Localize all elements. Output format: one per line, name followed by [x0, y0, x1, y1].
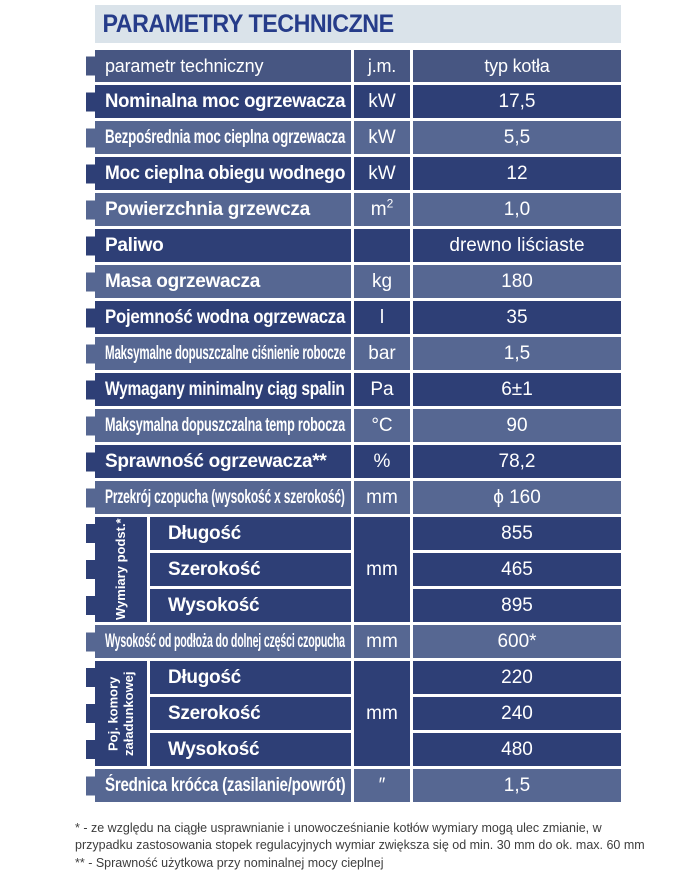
group-label-cell: Wymiary podst.*: [95, 517, 147, 622]
value-cell: [413, 157, 621, 190]
footnotes: [75, 820, 660, 872]
unit-cell: [354, 517, 410, 622]
value-cell: [413, 265, 621, 298]
unit-cell: [354, 193, 410, 226]
param-label: Sprawność ogrzewacza**: [105, 450, 327, 472]
unit-cell: [354, 301, 410, 334]
value-cell: [413, 85, 621, 118]
unit-text: °C: [371, 414, 393, 436]
unit-text: mm: [366, 558, 398, 580]
value-text: 1,0: [503, 198, 531, 220]
param-cell: [95, 481, 351, 514]
param-label: Maksymalna dopuszczalna temp robocza: [105, 414, 345, 436]
param-cell: [95, 121, 351, 154]
table-row: [95, 373, 621, 406]
table-row: [95, 85, 621, 118]
param-label: Powierzchnia grzewcza: [105, 198, 310, 220]
table-row: [95, 229, 621, 262]
param-cell: [150, 553, 351, 586]
unit-text: l: [379, 306, 385, 328]
row-tab: [86, 272, 95, 291]
unit-text: kg: [371, 270, 393, 292]
param-cell: [95, 337, 351, 370]
row-tab: [86, 488, 95, 507]
value-cell: [413, 121, 621, 154]
param-cell: [95, 301, 351, 334]
value-cell: [413, 373, 621, 406]
table-row: [95, 193, 621, 226]
group-label-cell: Poj. komory załadunkowej: [95, 661, 147, 766]
row-tab: [86, 128, 95, 147]
param-label: Długość: [168, 522, 241, 544]
header-param-cell: [95, 50, 351, 82]
param-label: Wysokość od podłoża do dolnej części czopucha: [105, 630, 345, 652]
table-row: [95, 121, 621, 154]
row-tab: [86, 704, 95, 723]
value-cell: [413, 481, 621, 514]
value-cell: [413, 301, 621, 334]
table-row: [95, 301, 621, 334]
header-value-cell: [413, 50, 621, 82]
param-label: Wysokość: [168, 594, 260, 616]
unit-text: mm: [366, 702, 398, 724]
param-label: Szerokość: [168, 702, 261, 724]
row-tab: [86, 596, 95, 615]
spec-table: [95, 50, 621, 805]
param-cell: [150, 517, 351, 550]
param-label: Bezpośrednia moc cieplna ogrzewacza: [105, 126, 346, 148]
table-row: [95, 409, 621, 442]
param-label: Pojemność wodna ogrzewacza: [105, 306, 346, 328]
value-text: 17,5: [498, 90, 536, 112]
param-cell: [95, 229, 351, 262]
param-cell: [95, 409, 351, 442]
value-cell: [413, 445, 621, 478]
unit-cell: [354, 625, 410, 658]
param-cell: [150, 697, 351, 730]
unit-cell: [354, 769, 410, 802]
row-tab: [86, 308, 95, 327]
value-cell: [413, 337, 621, 370]
table-row: [95, 625, 621, 658]
table-row: [95, 337, 621, 370]
param-cell: [150, 589, 351, 622]
value-cell: [413, 769, 621, 802]
value-text: 35: [506, 306, 528, 328]
param-label: Przekrój czopucha (wysokość x szerokość): [105, 486, 345, 508]
param-cell: [95, 157, 351, 190]
table-row: [95, 769, 621, 802]
table-body: [95, 85, 621, 802]
value-cell: [413, 625, 621, 658]
unit-text: bar: [368, 342, 396, 364]
unit-text: kW: [368, 90, 396, 112]
table-row: [95, 265, 621, 298]
unit-text: mm: [366, 486, 398, 508]
param-label: Długość: [168, 666, 241, 688]
unit-text: Pa: [370, 378, 394, 400]
param-label: Paliwo: [105, 234, 164, 256]
row-tab: [86, 57, 95, 76]
value-text: 6±1: [501, 378, 533, 400]
header-unit-label: j.m.: [367, 55, 397, 76]
value-text: 78,2: [498, 450, 536, 472]
param-label: Masa ogrzewacza: [105, 270, 260, 292]
param-label: Wymagany minimalny ciąg spalin: [105, 378, 345, 400]
row-tab: [86, 344, 95, 363]
param-cell: [95, 265, 351, 298]
value-text: 1,5: [503, 774, 531, 796]
unit-cell: [354, 337, 410, 370]
value-text: 600*: [497, 630, 537, 652]
table-header-row: [95, 50, 621, 82]
param-cell: [150, 661, 351, 694]
unit-cell: [354, 121, 410, 154]
value-text: 90: [506, 414, 528, 436]
param-cell: [95, 445, 351, 478]
row-tab: [86, 416, 95, 435]
group-row: [95, 661, 621, 766]
value-cell: [413, 409, 621, 442]
unit-cell: [354, 373, 410, 406]
value-cell: [413, 517, 621, 550]
row-tab: [86, 236, 95, 255]
footnote: * - ze względu na ciągłe usprawnianie i unowocześnianie kotłów wymiary mogą ulec zmianie, w przypadku zastosowania stopek regulacyjnych wymiar zwiększa się od min. 30 mm do ok. max. 60 mm: [75, 821, 645, 853]
row-tab: [86, 776, 95, 795]
param-label: Średnica króćca (zasilanie/powrót): [105, 774, 346, 796]
value-text: 5,5: [503, 126, 531, 148]
param-label: Moc cieplna obiegu wodnego: [105, 162, 346, 184]
unit-text: kW: [368, 162, 396, 184]
row-tab: [86, 380, 95, 399]
value-text: 895: [501, 594, 533, 616]
param-cell: [95, 373, 351, 406]
header-value-label: typ kotła: [484, 55, 550, 76]
unit-cell: [354, 481, 410, 514]
value-cell: [413, 589, 621, 622]
value-cell: [413, 193, 621, 226]
value-text: 1,5: [503, 342, 531, 364]
group-row: [95, 517, 621, 622]
param-cell: [95, 85, 351, 118]
unit-cell: [354, 445, 410, 478]
row-tab: [86, 524, 95, 543]
header-unit-cell: [354, 50, 410, 82]
footnote: ** - Sprawność użytkowa przy nominalnej mocy cieplnej: [75, 855, 384, 870]
param-cell: [95, 625, 351, 658]
unit-text: kW: [368, 126, 396, 148]
row-tab: [86, 740, 95, 759]
table-row: [95, 445, 621, 478]
unit-text: $m^2$: [370, 196, 394, 220]
value-cell: [413, 697, 621, 730]
row-tab: [86, 200, 95, 219]
value-text: 240: [501, 702, 533, 724]
unit-cell: [354, 157, 410, 190]
value-cell: [413, 553, 621, 586]
row-tab: [86, 452, 95, 471]
row-tab: [86, 560, 95, 579]
value-text: 480: [501, 738, 533, 760]
param-cell: [95, 769, 351, 802]
value-text: 12: [506, 162, 528, 184]
title-bar: [95, 5, 621, 43]
param-label: Nominalna moc ogrzewacza: [105, 90, 346, 112]
unit-text: ″: [378, 774, 386, 796]
value-cell: [413, 661, 621, 694]
value-text: 180: [501, 270, 533, 292]
unit-cell: [354, 409, 410, 442]
table-row: [95, 481, 621, 514]
param-label: Maksymalne dopuszczalne ciśnienie robocze: [105, 342, 346, 364]
param-cell: [95, 193, 351, 226]
param-label: Szerokość: [168, 558, 261, 580]
page-title: PARAMETRY TECHNICZNE: [102, 9, 394, 38]
value-text: drewno liściaste: [449, 234, 585, 256]
value-text: 220: [501, 666, 533, 688]
row-tab: [86, 92, 95, 111]
value-text: 855: [501, 522, 533, 544]
unit-cell: [354, 661, 410, 766]
unit-cell: [354, 229, 410, 262]
value-text: ϕ 160: [493, 486, 541, 508]
unit-text: %: [373, 450, 391, 472]
table-row: [95, 157, 621, 190]
header-param-label: parametr techniczny: [105, 55, 264, 76]
unit-cell: [354, 265, 410, 298]
unit-cell: [354, 85, 410, 118]
value-text: 465: [501, 558, 533, 580]
row-tab: [86, 164, 95, 183]
unit-text: mm: [366, 630, 398, 652]
param-label: Wysokość: [168, 738, 260, 760]
value-cell: [413, 733, 621, 766]
value-cell: [413, 229, 621, 262]
row-tab: [86, 668, 95, 687]
param-cell: [150, 733, 351, 766]
row-tab: [86, 632, 95, 651]
